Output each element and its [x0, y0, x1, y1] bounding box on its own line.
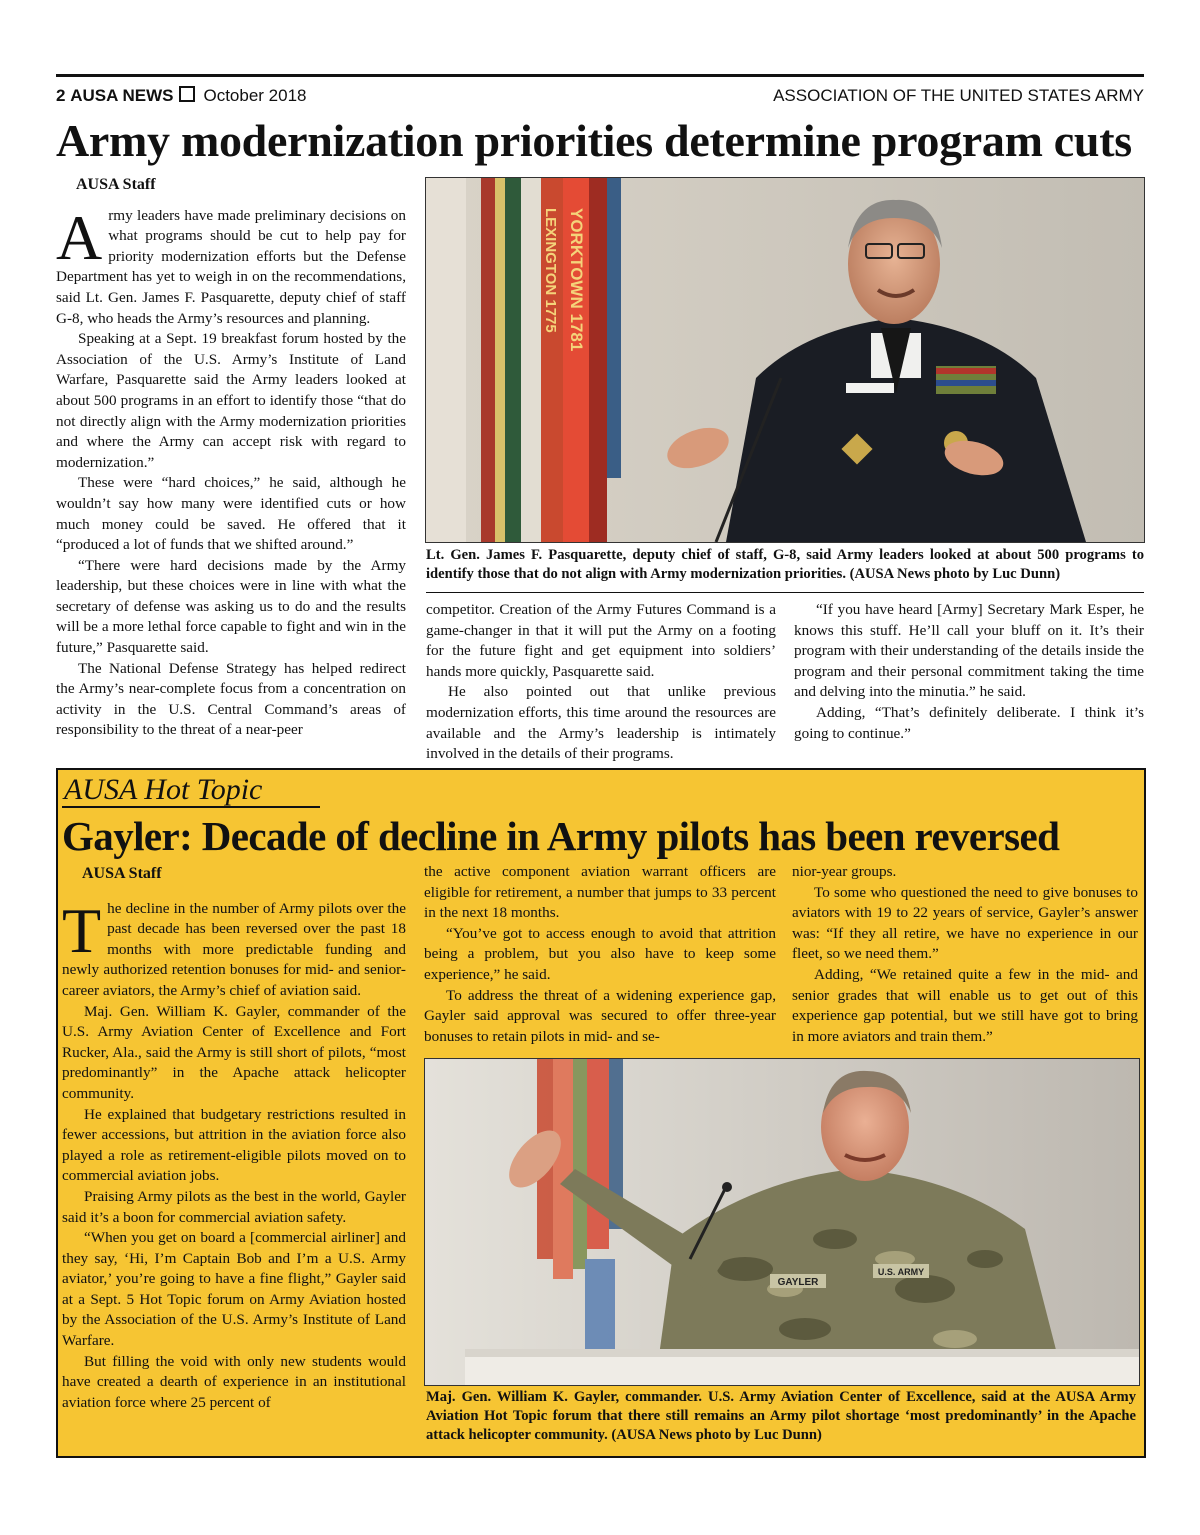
- article2-byline: AUSA Staff: [82, 865, 162, 882]
- article2-column-3: [792, 862, 1138, 1047]
- hot-topic-rule: [62, 806, 320, 808]
- article2-dropcap: T: [62, 894, 102, 966]
- page-number: 2: [56, 86, 66, 105]
- article1-paragraph: “There were hard decisions made by the Army leadership, but these choices were in line with what the secretary of defense was asking us to do and the results will be a more lethal force capable to fight and win in the future,” Pasquarette said.: [56, 556, 406, 657]
- article1-paragraph: “If you have heard [Army] Secretary Mark Esper, he knows this stuff. He’ll call your bluff on it. It’s their program with their understanding of the details inside the program and their personal commitment taking the time and delving into the minutia.” he said.: [794, 601, 1144, 701]
- issue-date: October 2018: [203, 86, 307, 105]
- article2-column-2: [424, 862, 776, 1047]
- pasquarette-photo-illustration: [426, 178, 1144, 542]
- article2-paragraph: nior-year groups.: [792, 863, 897, 880]
- article2-paragraph: To some who questioned the need to give bonuses to aviators with 19 to 22 years of service, Gayler’s answer was: “If they all retire, we have no experience in our fleet, so we need them.”: [792, 883, 1138, 963]
- article2-paragraph: Maj. Gen. William K. Gayler, commander of the U.S. Army Aviation Center of Excellence and Fort Rucker, Ala., said the Army is still short of pilots, “most predominantly” in the Apache attack helicopter community.: [62, 1002, 406, 1102]
- top-rule: [56, 74, 1144, 77]
- article1-paragraph: competitor. Creation of the Army Futures Command is a game-changer in that it will put the Army on a footing for the future fight and get equipment into soldiers’ hands more quickly, Pasquarette said.: [426, 601, 776, 680]
- article2-paragraph: “When you get on board a [commercial airliner] and they say, ‘Hi, I’m Captain Bob and I’m a U.S. Army aviator,’ you’re going to have a fine flight,” Gayler said at a Sept. 5 Hot Topic forum on Army Aviation hosted by the Association of the U.S. Army’s Institute of Land Warfare.: [62, 1229, 406, 1350]
- article2-column-1: [62, 864, 406, 1413]
- article1-paragraph: Adding, “That’s definitely deliberate. I think it’s going to continue.”: [794, 703, 1144, 742]
- branch-tape-text: U.S. ARMY: [877, 1267, 925, 1277]
- article1-column-2: [426, 600, 776, 765]
- hot-topic-label: AUSA Hot Topic: [64, 773, 263, 806]
- article2-paragraph: He explained that budgetary restrictions resulted in fewer accessions, but attrition in the aviation force also played a role as retirement-eligible pilots moved on to commercial aviation jobs.: [62, 1105, 406, 1185]
- checkbox-glyph-icon: [179, 86, 195, 102]
- article2-headline: Gayler: Decade of decline in Army pilots has been reversed: [62, 813, 1060, 859]
- pasquarette-photo-caption: Lt. Gen. James F. Pasquarette, deputy chief of staff, G-8, said Army leaders looked at about 500 programs to identify those that do not align with Army modernization priorities. (AUSA News photo by Luc Dunn): [426, 547, 1144, 582]
- article1-paragraph: Army leaders have made preliminary decisions on what programs should be cut to help pay for priority modernization efforts but the Defense Department has yet to weigh in on the recommendations, said Lt. Gen. James F. Pasquarette, deputy chief of staff G-8, who heads the Army’s resources and planning.: [56, 201, 406, 327]
- article1-paragraph: Speaking at a Sept. 19 breakfast forum hosted by the Association of the U.S. Army’s Institute of Land Warfare, Pasquarette said the Army leaders looked at about 500 programs in an effort to identify those “that do not directly align with the Army modernization priorities and where the Army can accept risk with regard to modernization.”: [56, 330, 406, 471]
- article2-paragraph: the active component aviation warrant officers are eligible for retirement, a number that jumps to 33 percent in the next 18 months.: [424, 863, 776, 922]
- article1-column-1: [56, 175, 406, 741]
- article2-paragraph: Praising Army pilots as the best in the world, Gayler said it’s a boon for commercial aviation safety.: [62, 1187, 406, 1226]
- gayler-photo-caption: Maj. Gen. William K. Gayler, commander. U.S. Army Aviation Center of Excellence, said at the AUSA Army Aviation Hot Topic forum that there still remains an Army pilot shortage ‘most predominantly’ in the Apache attack helicopter community. (AUSA News photo by Luc Dunn): [426, 1389, 1136, 1443]
- article1-paragraph: He also pointed out that unlike previous modernization efforts, this time around the resources are available and the Army’s leadership is intimately involved in the details of their programs.: [426, 683, 776, 763]
- article1-headline: Army modernization priorities determine program cuts: [56, 115, 1132, 166]
- running-header: [56, 86, 1144, 108]
- article2-paragraph: But filling the void with only new students would have created a dearth of experience in an institutional aviation force where 25 percent of: [62, 1352, 406, 1411]
- publication-name: AUSA NEWS: [70, 86, 174, 105]
- streamer-text-lexington: LEXINGTON 1775: [542, 208, 559, 333]
- gayler-photo: [424, 1058, 1140, 1386]
- article1-paragraph: The National Defense Strategy has helped redirect the Army’s near-complete focus from a concentration on activity in the U.S. Central Command’s areas of responsibility to the threat of a near-peer: [56, 659, 406, 739]
- streamer-text-yorktown: YORKTOWN 1781: [567, 208, 586, 352]
- article1-paragraph: These were “hard choices,” he said, although he wouldn’t say how many were identified cuts or how much money could be saved. He offered that it “produced a lot of funds that we shifted around.”: [56, 474, 406, 554]
- article2-paragraph: The decline in the number of Army pilots over the past decade has been reversed over the past 18 months with more predictable funding and newly authorized retention bonuses for mid- and senior-career aviators, the Army’s chief of aviation said.: [62, 894, 406, 999]
- pasquarette-photo: [425, 177, 1145, 543]
- article1-dropcap: A: [56, 201, 103, 273]
- gayler-photo-illustration: [425, 1059, 1139, 1385]
- running-header-left: [56, 86, 306, 106]
- article1-column-3: [794, 600, 1144, 744]
- caption-rule: [426, 592, 1144, 593]
- nametape-text: GAYLER: [777, 1277, 819, 1288]
- article1-byline: AUSA Staff: [76, 176, 156, 193]
- article2-paragraph: “You’ve got to access enough to avoid that attrition being a problem, but you also have to keep some experience,” he said.: [424, 924, 776, 983]
- article2-paragraph: Adding, “We retained quite a few in the mid- and senior grades that will enable us to get out of this experience gap potential, but we still have got to bring in more aviators and train them.”: [792, 965, 1138, 1045]
- organization-name: ASSOCIATION OF THE UNITED STATES ARMY: [773, 86, 1144, 105]
- article2-paragraph: To address the threat of a widening experience gap, Gayler said approval was secured to offer three-year bonuses to retain pilots in mid- and se-: [424, 986, 776, 1045]
